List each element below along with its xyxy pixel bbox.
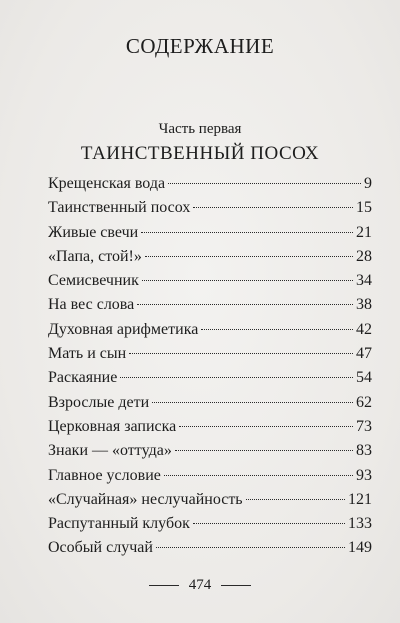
toc-entry [48, 196, 372, 220]
toc-entry [48, 488, 372, 512]
toc-entry-page: 42 [356, 320, 372, 338]
toc-entry [48, 439, 372, 463]
toc-dot-leader [164, 475, 353, 476]
part-title: ТАИНСТВЕННЫЙ ПОСОХ [80, 143, 320, 164]
toc-entry-title: Распутанный клубок [48, 515, 190, 533]
toc-dot-leader [175, 450, 353, 451]
toc-entry [48, 293, 372, 317]
toc-entry-page: 28 [356, 247, 372, 265]
toc-dot-leader [193, 207, 353, 208]
toc-entry [48, 366, 372, 390]
toc-entry-title: «Папа, стой!» [48, 247, 142, 265]
toc-dot-leader [142, 280, 353, 281]
toc-dot-leader [145, 256, 353, 257]
toc-entry-page: 121 [348, 490, 372, 508]
toc-entry-title: Знаки — «оттуда» [48, 442, 172, 460]
toc-entry [48, 221, 372, 245]
toc-entry [48, 172, 372, 196]
part-label: Часть первая [158, 121, 242, 137]
toc-entry-page: 83 [356, 442, 372, 460]
toc-entry-title: Раскаяние [48, 369, 118, 387]
toc-entry [48, 536, 372, 560]
toc-entry-title: Духовная арифметика [48, 320, 199, 338]
toc-entry-page: 62 [356, 393, 372, 411]
toc-dot-leader [141, 232, 353, 233]
toc-entry-title: Семисвечник [48, 272, 139, 290]
toc-entry-page: 38 [356, 296, 372, 314]
toc-entry-page: 21 [356, 223, 372, 241]
footer-rule-left [149, 585, 179, 586]
toc-dot-leader [179, 426, 353, 427]
toc-entry-title: Главное условие [48, 466, 161, 484]
page-footer [0, 577, 400, 594]
toc-entry-title: На вес слова [48, 296, 135, 314]
page-number: 474 [188, 577, 212, 593]
toc-entry-page: 47 [356, 345, 372, 363]
table-of-contents [48, 172, 372, 561]
toc-entry-title: Живые свечи [48, 223, 139, 241]
toc-dot-leader [193, 523, 345, 524]
toc-dot-leader [201, 329, 353, 330]
toc-entry-page: 93 [356, 466, 372, 484]
toc-dot-leader [152, 402, 353, 403]
toc-entry [48, 269, 372, 293]
toc-entry [48, 464, 372, 488]
toc-dot-leader [156, 547, 345, 548]
toc-entry-title: Мать и сын [48, 345, 127, 363]
toc-entry [48, 512, 372, 536]
toc-entry [48, 391, 372, 415]
toc-dot-leader [168, 183, 361, 184]
toc-entry-page: 15 [356, 199, 372, 217]
toc-entry-page: 9 [364, 175, 372, 192]
toc-entry-page: 34 [356, 272, 372, 290]
toc-entry-title: Крещенская вода [48, 175, 166, 192]
toc-entry-page: 149 [348, 539, 372, 557]
page-title: СОДЕРЖАНИЕ [125, 34, 275, 58]
toc-dot-leader [246, 499, 345, 500]
toc-entry-title: Церковная записка [48, 417, 177, 435]
toc-entry-title: «Случайная» неслучайность [48, 490, 243, 508]
toc-entry-page: 73 [356, 417, 372, 435]
toc-entry [48, 342, 372, 366]
toc-dot-leader [120, 377, 353, 378]
toc-entry [48, 245, 372, 269]
toc-entry [48, 415, 372, 439]
toc-entry-title: Таинственный посох [48, 199, 191, 217]
toc-entry-title: Особый случай [48, 539, 153, 557]
toc-dot-leader [129, 353, 353, 354]
toc-entry-title: Взрослые дети [48, 393, 150, 411]
footer-rule-right [221, 585, 251, 586]
toc-entry [48, 318, 372, 342]
toc-dot-leader [137, 304, 353, 305]
toc-entry-page: 54 [356, 369, 372, 387]
toc-entry-page: 133 [348, 515, 372, 533]
